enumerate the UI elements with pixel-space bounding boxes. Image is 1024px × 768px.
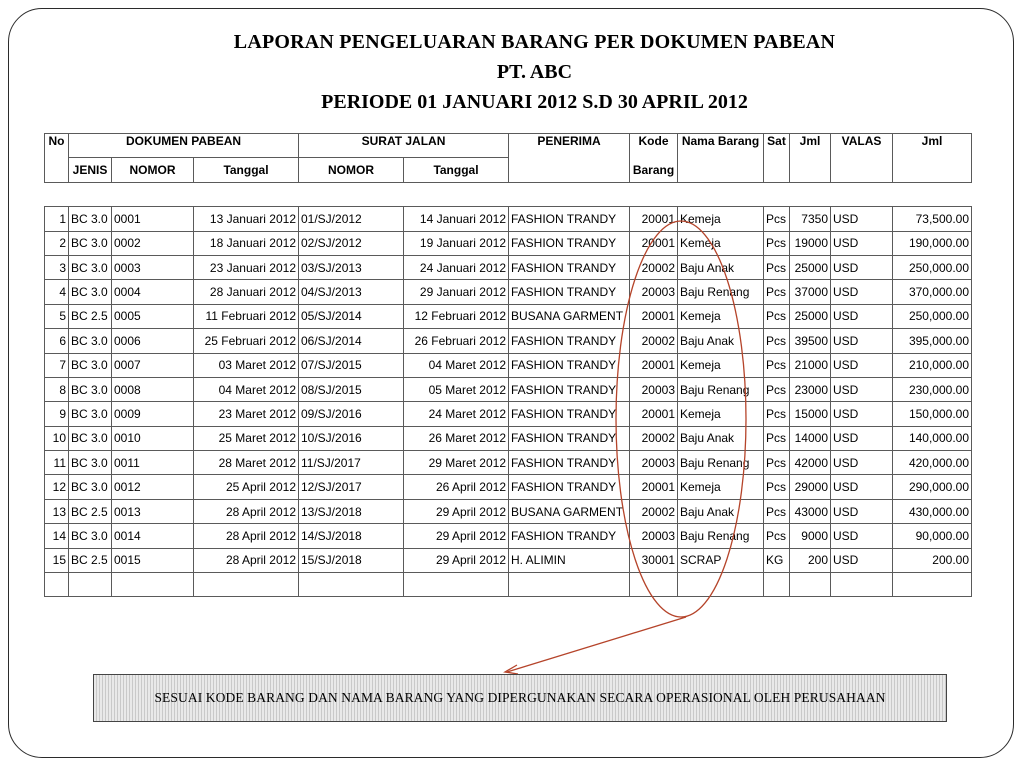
cell-sj-nomor: 14/SJ/2018 (299, 524, 404, 548)
cell-nama-barang: Kemeja (678, 353, 764, 377)
table-row (45, 499, 972, 523)
header-dokumen-pabean: DOKUMEN PABEAN (69, 134, 299, 158)
cell-kode-barang: 20001 (630, 304, 678, 328)
cell-jenis: BC 2.5 (69, 499, 112, 523)
cell-valas: USD (831, 231, 893, 255)
cell-jumlah: 420,000.00 (893, 451, 972, 475)
cell-sj-tanggal: 24 Maret 2012 (404, 402, 509, 426)
cell-kode-barang: 20001 (630, 353, 678, 377)
cell-jumlah: 73,500.00 (893, 207, 972, 231)
cell-jml: 21000 (790, 353, 831, 377)
cell-kode-barang: 20001 (630, 207, 678, 231)
empty-cell (678, 573, 764, 597)
cell-sat: Pcs (764, 402, 790, 426)
cell-sj-nomor: 05/SJ/2014 (299, 304, 404, 328)
cell-no: 8 (45, 377, 69, 401)
cell-sat: Pcs (764, 207, 790, 231)
cell-tanggal: 23 Januari 2012 (194, 255, 299, 279)
cell-sj-nomor: 02/SJ/2012 (299, 231, 404, 255)
cell-nomor: 0008 (112, 377, 194, 401)
cell-jumlah: 395,000.00 (893, 329, 972, 353)
spacer-row (45, 182, 972, 206)
cell-kode-barang: 20001 (630, 402, 678, 426)
report-period: PERIODE 01 JANUARI 2012 S.D 30 APRIL 2012 (321, 91, 748, 113)
company-name: PT. ABC (496, 61, 573, 83)
cell-sat: Pcs (764, 329, 790, 353)
header-jenis: JENIS (69, 158, 112, 182)
cell-nomor: 0012 (112, 475, 194, 499)
cell-nama-barang: Kemeja (678, 231, 764, 255)
cell-kode-barang: 30001 (630, 548, 678, 572)
cell-jml: 25000 (790, 304, 831, 328)
cell-tanggal: 28 Maret 2012 (194, 451, 299, 475)
table-row (45, 353, 972, 377)
cell-valas: USD (831, 475, 893, 499)
empty-cell (764, 573, 790, 597)
cell-sj-nomor: 04/SJ/2013 (299, 280, 404, 304)
cell-sj-tanggal: 04 Maret 2012 (404, 353, 509, 377)
cell-jml: 39500 (790, 329, 831, 353)
cell-kode-barang: 20002 (630, 329, 678, 353)
cell-jml: 29000 (790, 475, 831, 499)
cell-sj-nomor: 11/SJ/2017 (299, 451, 404, 475)
cell-jml: 42000 (790, 451, 831, 475)
cell-tanggal: 28 April 2012 (194, 524, 299, 548)
cell-sj-tanggal: 26 April 2012 (404, 475, 509, 499)
header-nomor: NOMOR (112, 158, 194, 182)
table-row (45, 548, 972, 572)
empty-row (45, 573, 972, 597)
cell-sj-tanggal: 05 Maret 2012 (404, 377, 509, 401)
cell-nomor: 0013 (112, 499, 194, 523)
empty-cell (893, 573, 972, 597)
header-nama-barang: Nama Barang (678, 134, 764, 183)
cell-jumlah: 190,000.00 (893, 231, 972, 255)
cell-nama-barang: Baju Anak (678, 426, 764, 450)
cell-no: 14 (45, 524, 69, 548)
cell-penerima: FASHION TRANDY (509, 377, 630, 401)
table-row (45, 475, 972, 499)
cell-nama-barang: Baju Renang (678, 377, 764, 401)
cell-jenis: BC 3.0 (69, 377, 112, 401)
cell-tanggal: 13 Januari 2012 (194, 207, 299, 231)
cell-jumlah: 230,000.00 (893, 377, 972, 401)
cell-no: 13 (45, 499, 69, 523)
cell-sj-nomor: 08/SJ/2015 (299, 377, 404, 401)
empty-cell (404, 573, 509, 597)
cell-jumlah: 430,000.00 (893, 499, 972, 523)
cell-jumlah: 200.00 (893, 548, 972, 572)
cell-jumlah: 150,000.00 (893, 402, 972, 426)
table-row (45, 426, 972, 450)
cell-kode-barang: 20002 (630, 499, 678, 523)
header-valas: VALAS (831, 134, 893, 183)
cell-kode-barang: 20001 (630, 475, 678, 499)
table-row (45, 377, 972, 401)
cell-nomor: 0007 (112, 353, 194, 377)
cell-sj-nomor: 13/SJ/2018 (299, 499, 404, 523)
cell-jml: 19000 (790, 231, 831, 255)
empty-cell (831, 573, 893, 597)
cell-jml: 15000 (790, 402, 831, 426)
cell-jumlah: 290,000.00 (893, 475, 972, 499)
cell-sj-nomor: 10/SJ/2016 (299, 426, 404, 450)
cell-no: 5 (45, 304, 69, 328)
cell-tanggal: 04 Maret 2012 (194, 377, 299, 401)
cell-valas: USD (831, 451, 893, 475)
cell-kode-barang: 20003 (630, 280, 678, 304)
cell-tanggal: 11 Februari 2012 (194, 304, 299, 328)
cell-jml: 23000 (790, 377, 831, 401)
cell-tanggal: 18 Januari 2012 (194, 231, 299, 255)
cell-sj-nomor: 07/SJ/2015 (299, 353, 404, 377)
cell-sat: Pcs (764, 377, 790, 401)
cell-jml: 37000 (790, 280, 831, 304)
cell-jumlah: 250,000.00 (893, 304, 972, 328)
cell-nama-barang: Baju Anak (678, 329, 764, 353)
empty-cell (112, 573, 194, 597)
header-sj-nomor: NOMOR (299, 158, 404, 182)
cell-jenis: BC 3.0 (69, 451, 112, 475)
cell-tanggal: 25 Maret 2012 (194, 426, 299, 450)
cell-nomor: 0009 (112, 402, 194, 426)
cell-jml: 7350 (790, 207, 831, 231)
cell-penerima: FASHION TRANDY (509, 255, 630, 279)
cell-valas: USD (831, 402, 893, 426)
cell-valas: USD (831, 280, 893, 304)
cell-sat: Pcs (764, 255, 790, 279)
cell-nama-barang: Baju Renang (678, 524, 764, 548)
cell-sj-nomor: 15/SJ/2018 (299, 548, 404, 572)
cell-nama-barang: Baju Anak (678, 499, 764, 523)
cell-no: 9 (45, 402, 69, 426)
cell-sj-tanggal: 29 Maret 2012 (404, 451, 509, 475)
cell-sj-tanggal: 29 April 2012 (404, 499, 509, 523)
cell-jenis: BC 3.0 (69, 255, 112, 279)
header-sj-tanggal: Tanggal (404, 158, 509, 182)
report-table (44, 133, 972, 597)
cell-valas: USD (831, 548, 893, 572)
cell-nama-barang: Kemeja (678, 402, 764, 426)
cell-tanggal: 03 Maret 2012 (194, 353, 299, 377)
cell-sj-tanggal: 12 Februari 2012 (404, 304, 509, 328)
cell-sj-nomor: 06/SJ/2014 (299, 329, 404, 353)
cell-jml: 14000 (790, 426, 831, 450)
cell-kode-barang: 20002 (630, 426, 678, 450)
header-penerima: PENERIMA (509, 134, 630, 183)
header-kode: Kode (630, 134, 678, 158)
cell-jumlah: 90,000.00 (893, 524, 972, 548)
cell-valas: USD (831, 353, 893, 377)
cell-sj-tanggal: 26 Maret 2012 (404, 426, 509, 450)
cell-no: 10 (45, 426, 69, 450)
cell-kode-barang: 20001 (630, 231, 678, 255)
cell-no: 2 (45, 231, 69, 255)
cell-jenis: BC 3.0 (69, 231, 112, 255)
table-row (45, 207, 972, 231)
cell-sj-tanggal: 29 Januari 2012 (404, 280, 509, 304)
cell-sj-nomor: 12/SJ/2017 (299, 475, 404, 499)
cell-tanggal: 28 April 2012 (194, 499, 299, 523)
cell-penerima: FASHION TRANDY (509, 524, 630, 548)
cell-penerima: FASHION TRANDY (509, 231, 630, 255)
cell-no: 12 (45, 475, 69, 499)
table-row (45, 304, 972, 328)
cell-sj-tanggal: 14 Januari 2012 (404, 207, 509, 231)
cell-nama-barang: Baju Renang (678, 280, 764, 304)
cell-sat: Pcs (764, 475, 790, 499)
cell-nama-barang: Kemeja (678, 207, 764, 231)
cell-kode-barang: 20003 (630, 451, 678, 475)
cell-nomor: 0002 (112, 231, 194, 255)
empty-cell (630, 573, 678, 597)
cell-sj-tanggal: 29 April 2012 (404, 524, 509, 548)
cell-jumlah: 250,000.00 (893, 255, 972, 279)
cell-jenis: BC 2.5 (69, 304, 112, 328)
cell-sat: KG (764, 548, 790, 572)
cell-no: 6 (45, 329, 69, 353)
cell-valas: USD (831, 524, 893, 548)
cell-no: 3 (45, 255, 69, 279)
cell-jml: 25000 (790, 255, 831, 279)
cell-penerima: BUSANA GARMENT (509, 304, 630, 328)
header-jumlah: Jml (893, 134, 972, 183)
cell-penerima: FASHION TRANDY (509, 402, 630, 426)
cell-no: 4 (45, 280, 69, 304)
cell-penerima: H. ALIMIN (509, 548, 630, 572)
cell-sj-tanggal: 24 Januari 2012 (404, 255, 509, 279)
cell-jenis: BC 3.0 (69, 402, 112, 426)
cell-nomor: 0004 (112, 280, 194, 304)
empty-cell (790, 573, 831, 597)
cell-sj-tanggal: 26 Februari 2012 (404, 329, 509, 353)
cell-valas: USD (831, 255, 893, 279)
cell-tanggal: 28 April 2012 (194, 548, 299, 572)
cell-nama-barang: SCRAP (678, 548, 764, 572)
cell-penerima: FASHION TRANDY (509, 451, 630, 475)
report-body (45, 182, 972, 597)
cell-valas: USD (831, 304, 893, 328)
table-row (45, 329, 972, 353)
cell-kode-barang: 20003 (630, 377, 678, 401)
cell-jenis: BC 3.0 (69, 426, 112, 450)
cell-sj-nomor: 09/SJ/2016 (299, 402, 404, 426)
cell-penerima: FASHION TRANDY (509, 475, 630, 499)
cell-kode-barang: 20003 (630, 524, 678, 548)
cell-sj-tanggal: 19 Januari 2012 (404, 231, 509, 255)
cell-nama-barang: Kemeja (678, 304, 764, 328)
header-sat: Sat (764, 134, 790, 183)
cell-jumlah: 210,000.00 (893, 353, 972, 377)
cell-penerima: FASHION TRANDY (509, 426, 630, 450)
table-row (45, 524, 972, 548)
cell-jenis: BC 3.0 (69, 524, 112, 548)
cell-sat: Pcs (764, 304, 790, 328)
cell-sj-tanggal: 29 April 2012 (404, 548, 509, 572)
cell-nama-barang: Baju Anak (678, 255, 764, 279)
cell-valas: USD (831, 329, 893, 353)
table-row (45, 451, 972, 475)
cell-jml: 200 (790, 548, 831, 572)
cell-jenis: BC 3.0 (69, 329, 112, 353)
cell-tanggal: 28 Januari 2012 (194, 280, 299, 304)
cell-penerima: FASHION TRANDY (509, 207, 630, 231)
empty-cell (69, 573, 112, 597)
cell-jumlah: 140,000.00 (893, 426, 972, 450)
empty-cell (299, 573, 404, 597)
table-row (45, 402, 972, 426)
cell-no: 15 (45, 548, 69, 572)
cell-sj-nomor: 03/SJ/2013 (299, 255, 404, 279)
header-jml: Jml (790, 134, 831, 183)
cell-penerima: FASHION TRANDY (509, 280, 630, 304)
cell-jumlah: 370,000.00 (893, 280, 972, 304)
cell-sat: Pcs (764, 280, 790, 304)
cell-nomor: 0010 (112, 426, 194, 450)
cell-jenis: BC 2.5 (69, 548, 112, 572)
report-title-line1: LAPORAN PENGELUARAN BARANG PER DOKUMEN PABEAN (233, 31, 836, 53)
cell-sat: Pcs (764, 451, 790, 475)
header-surat-jalan: SURAT JALAN (299, 134, 509, 158)
cell-jml: 43000 (790, 499, 831, 523)
cell-penerima: BUSANA GARMENT (509, 499, 630, 523)
annotation-note-box (93, 674, 947, 722)
cell-tanggal: 23 Maret 2012 (194, 402, 299, 426)
cell-tanggal: 25 April 2012 (194, 475, 299, 499)
table-row (45, 280, 972, 304)
cell-valas: USD (831, 207, 893, 231)
cell-no: 11 (45, 451, 69, 475)
cell-jenis: BC 3.0 (69, 475, 112, 499)
cell-jenis: BC 3.0 (69, 207, 112, 231)
cell-nomor: 0006 (112, 329, 194, 353)
cell-nomor: 0001 (112, 207, 194, 231)
cell-kode-barang: 20002 (630, 255, 678, 279)
cell-tanggal: 25 Februari 2012 (194, 329, 299, 353)
cell-penerima: FASHION TRANDY (509, 353, 630, 377)
cell-nama-barang: Baju Renang (678, 451, 764, 475)
cell-nama-barang: Kemeja (678, 475, 764, 499)
cell-sat: Pcs (764, 231, 790, 255)
cell-valas: USD (831, 426, 893, 450)
cell-nomor: 0014 (112, 524, 194, 548)
empty-cell (45, 573, 69, 597)
cell-sat: Pcs (764, 524, 790, 548)
cell-sat: Pcs (764, 499, 790, 523)
report-title (0, 27, 1024, 117)
table-row (45, 255, 972, 279)
cell-no: 7 (45, 353, 69, 377)
cell-valas: USD (831, 499, 893, 523)
cell-nomor: 0015 (112, 548, 194, 572)
header-tanggal: Tanggal (194, 158, 299, 182)
cell-nomor: 0003 (112, 255, 194, 279)
cell-no: 1 (45, 207, 69, 231)
header-barang: Barang (630, 158, 678, 182)
cell-nomor: 0005 (112, 304, 194, 328)
cell-sat: Pcs (764, 353, 790, 377)
cell-sat: Pcs (764, 426, 790, 450)
annotation-note-text: SESUAI KODE BARANG DAN NAMA BARANG YANG DIPERGUNAKAN SECARA OPERASIONAL OLEH PERUSAHAAN (154, 690, 886, 705)
cell-jml: 9000 (790, 524, 831, 548)
table-row (45, 231, 972, 255)
header-no: No (45, 134, 69, 183)
cell-jenis: BC 3.0 (69, 353, 112, 377)
empty-cell (509, 573, 630, 597)
cell-jenis: BC 3.0 (69, 280, 112, 304)
cell-valas: USD (831, 377, 893, 401)
cell-penerima: FASHION TRANDY (509, 329, 630, 353)
empty-cell (194, 573, 299, 597)
cell-sj-nomor: 01/SJ/2012 (299, 207, 404, 231)
cell-nomor: 0011 (112, 451, 194, 475)
